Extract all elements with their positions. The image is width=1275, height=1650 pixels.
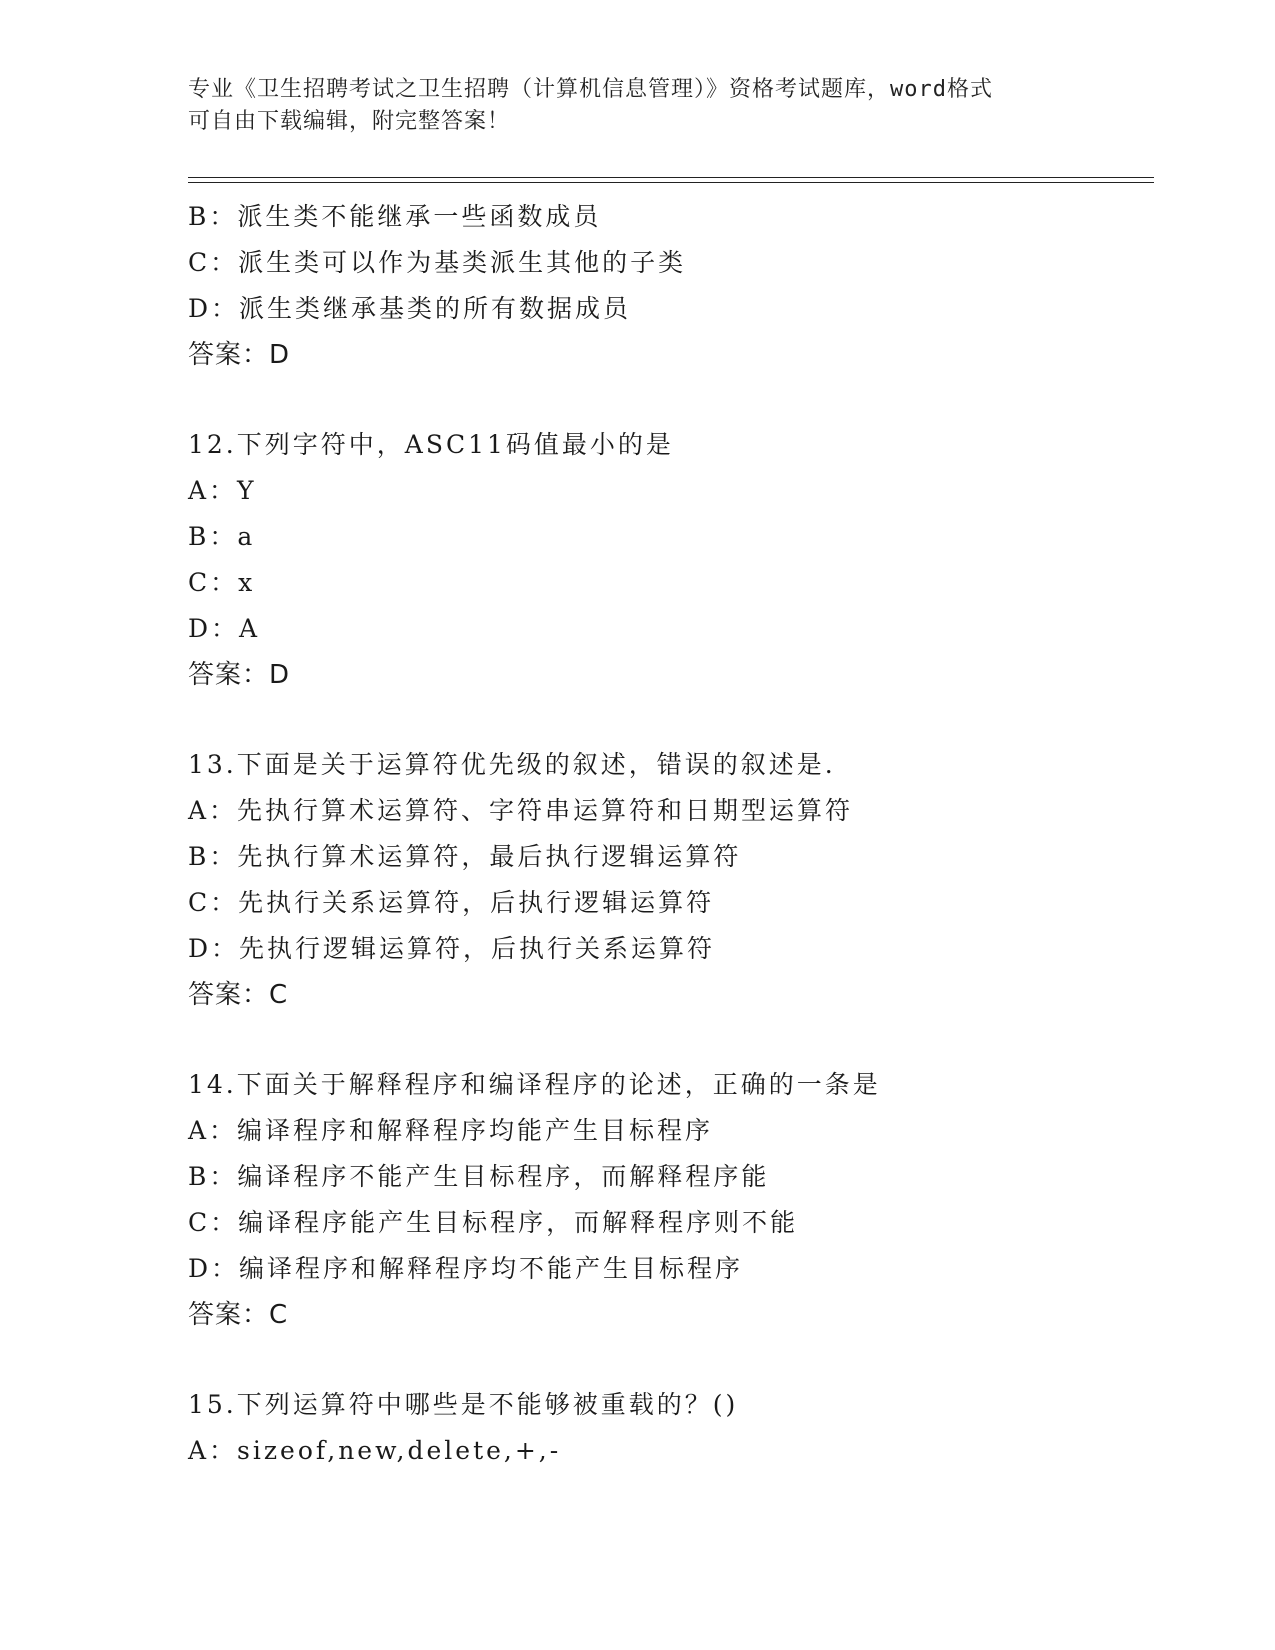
spacer [188,1018,1168,1062]
option-b: B：a [188,522,256,551]
question-14 [188,1062,1168,1338]
option-d: D：先执行逻辑运算符，后执行关系运算符 [188,934,716,963]
option-b: B：派生类不能继承一些函数成员 [188,202,602,231]
question-text: 12.下列字符中，ASC11码值最小的是 [188,430,674,459]
spacer [188,378,1168,422]
option-d: D：派生类继承基类的所有数据成员 [188,294,632,323]
document-header [188,74,1088,138]
spacer [188,698,1168,742]
carryover-question [188,194,1168,378]
header-line-2: 可自由下载编辑，附完整答案！ [188,109,511,134]
answer: 答案：D [188,340,291,370]
answer: 答案：D [188,660,291,690]
question-12 [188,422,1168,698]
option-b: B：先执行算术运算符，最后执行逻辑运算符 [188,842,742,871]
option-d: D：A [188,614,261,643]
option-a: A：sizeof,new,delete,+,- [188,1436,562,1465]
question-text: 14.下面关于解释程序和编译程序的论述，正确的一条是 [188,1070,881,1099]
option-c: C：x [188,568,256,597]
answer: 答案：C [188,980,289,1010]
spacer [188,1338,1168,1382]
option-a: A：编译程序和解释程序均能产生目标程序 [188,1116,714,1145]
question-list [188,194,1168,1474]
question-15 [188,1382,1168,1474]
option-b: B：编译程序不能产生目标程序，而解释程序能 [188,1162,770,1191]
option-c: C：派生类可以作为基类派生其他的子类 [188,248,687,277]
question-13 [188,742,1168,1018]
answer: 答案：C [188,1300,289,1330]
option-c: C：先执行关系运算符，后执行逻辑运算符 [188,888,715,917]
option-d: D：编译程序和解释程序均不能产生目标程序 [188,1254,744,1283]
header-divider-bottom [188,182,1154,183]
option-a: A：先执行算术运算符、字符串运算符和日期型运算符 [188,796,854,825]
option-a: A：Y [188,476,257,505]
header-divider-top [188,177,1154,178]
question-text: 13.下面是关于运算符优先级的叙述，错误的叙述是. [188,750,836,779]
question-text: 15.下列运算符中哪些是不能够被重载的？() [188,1390,739,1419]
option-c: C：编译程序能产生目标程序，而解释程序则不能 [188,1208,799,1237]
header-line-1: 专业《卫生招聘考试之卫生招聘（计算机信息管理）》资格考试题库，word格式 [188,77,993,102]
